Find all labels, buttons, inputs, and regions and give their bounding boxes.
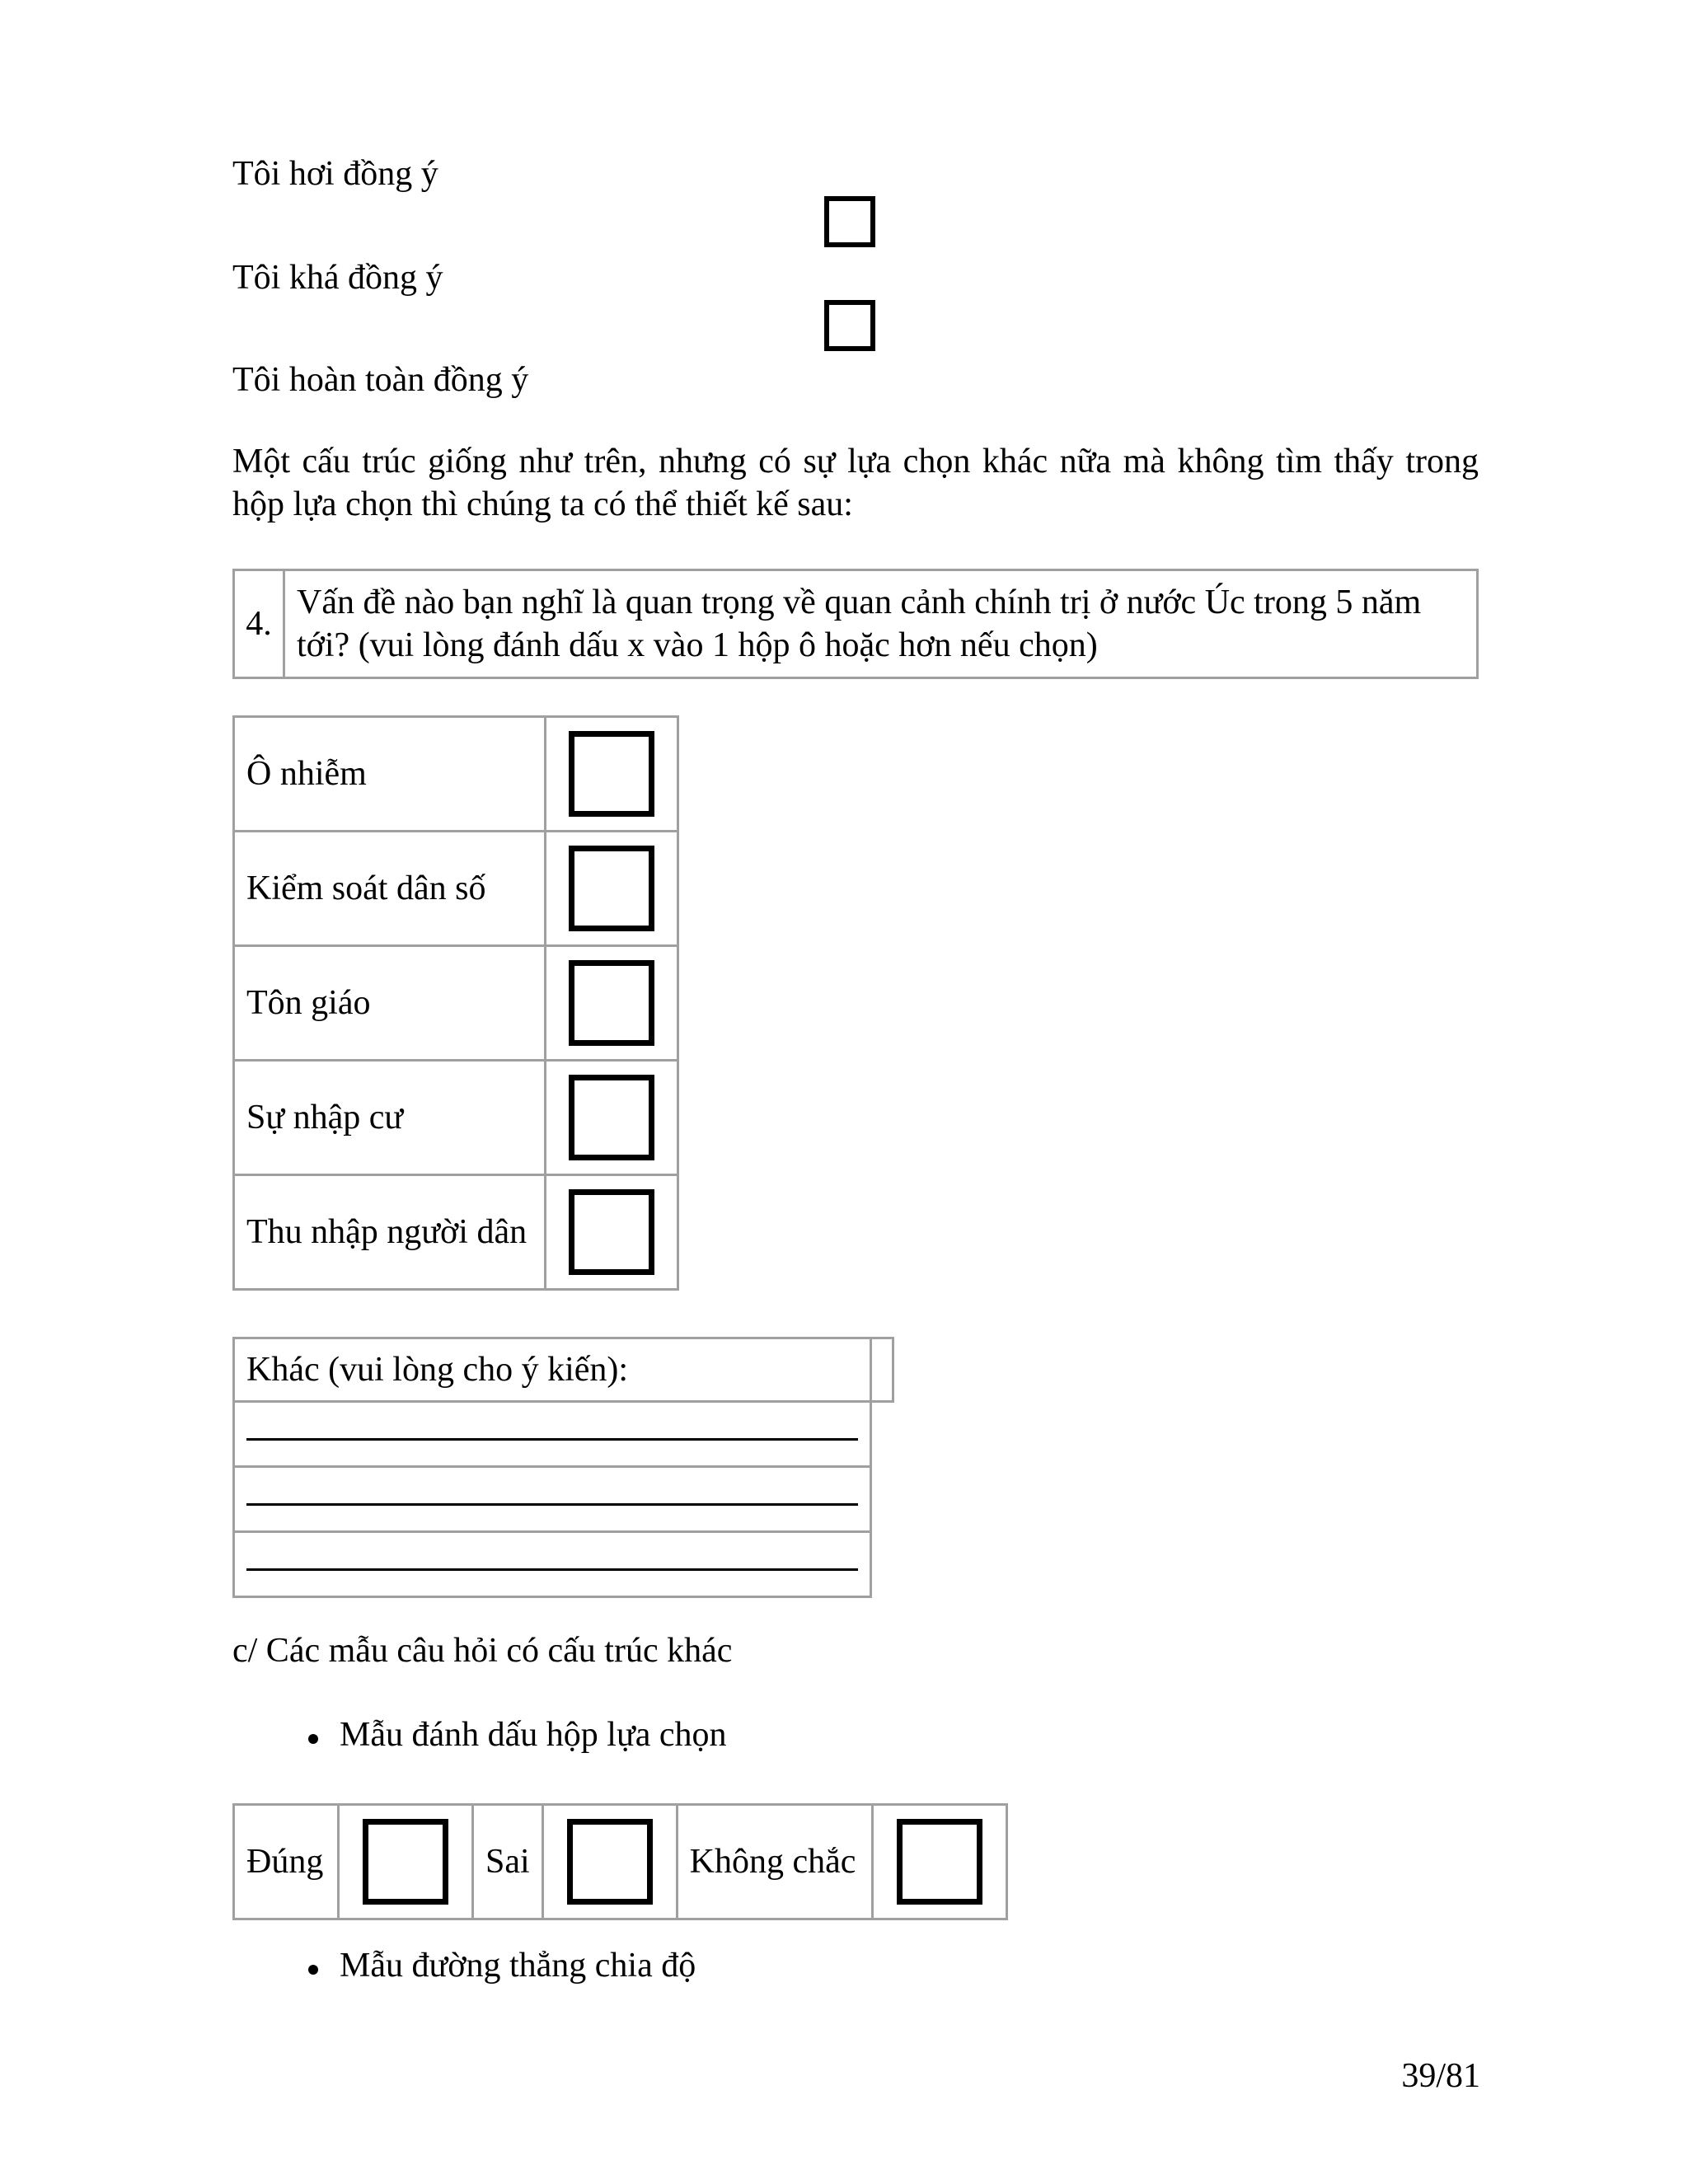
tf-label-false: Sai: [473, 1805, 543, 1919]
checkbox-square-icon[interactable]: [569, 960, 654, 1046]
section-heading: c/ Các mẫu câu hỏi có cấu trúc khác: [232, 1632, 733, 1670]
checkbox-square-icon[interactable]: [569, 1189, 654, 1275]
option-label: Ô nhiễm: [234, 717, 546, 832]
scale-option-1: Tôi hơi đồng ý: [232, 155, 438, 193]
other-table: [232, 1337, 894, 1598]
true-false-table: [232, 1803, 1008, 1920]
option-row: [234, 717, 678, 832]
checkbox-square-icon[interactable]: [569, 1075, 654, 1160]
question-text: Vấn đề nào bạn nghĩ là quan trọng về quan cảnh chính trị ở nước Úc trong 5 năm tới? (vui lòng đánh dấu x vào 1 hộp ô hoặc hơn nếu chọn): [284, 570, 1478, 678]
scale-option-2: Tôi khá đồng ý: [232, 259, 443, 297]
option-label: Thu nhập người dân: [234, 1175, 546, 1290]
answer-line-2[interactable]: [234, 1467, 871, 1532]
question-table: [232, 569, 1479, 679]
bullet-item-1: Mẫu đánh dấu hộp lựa chọn: [340, 1716, 727, 1754]
checkbox-square-icon[interactable]: [824, 300, 875, 351]
option-label: Kiểm soát dân số: [234, 832, 546, 946]
checkbox-square-icon[interactable]: [567, 1819, 653, 1905]
answer-line-3[interactable]: [234, 1532, 871, 1597]
checkbox-square-icon[interactable]: [897, 1819, 982, 1905]
options-table: [232, 715, 679, 1291]
option-row: [234, 832, 678, 946]
option-row: [234, 1061, 678, 1175]
option-row: [234, 1175, 678, 1290]
checkbox-square-icon[interactable]: [824, 196, 875, 247]
option-label: Tôn giáo: [234, 946, 546, 1061]
page-number: 39/81: [1401, 2057, 1480, 2095]
intro-paragraph: Một cấu trúc giống như trên, nhưng có sự lựa chọn khác nữa mà không tìm thấy trong hộp lựa chọn thì chúng ta có thể thiết kế sau:: [232, 443, 1479, 523]
option-label: Sự nhập cư: [234, 1061, 546, 1175]
checkbox-square-icon[interactable]: [569, 731, 654, 817]
checkbox-square-icon[interactable]: [363, 1819, 448, 1905]
bullet-item-2: Mẫu đường thẳng chia độ: [340, 1947, 696, 1985]
question-number: 4.: [234, 570, 284, 678]
answer-line-1[interactable]: [234, 1402, 871, 1467]
tf-label-true: Đúng: [234, 1805, 339, 1919]
other-label: Khác (vui lòng cho ý kiến):: [234, 1338, 871, 1402]
bullet-icon: [308, 1734, 318, 1744]
bullet-icon: [308, 1965, 318, 1975]
other-checkbox-cell[interactable]: [871, 1338, 893, 1402]
scale-option-3: Tôi hoàn toàn đồng ý: [232, 361, 529, 399]
option-row: [234, 946, 678, 1061]
checkbox-square-icon[interactable]: [569, 846, 654, 931]
tf-label-not-sure: Không chắc: [677, 1805, 872, 1919]
